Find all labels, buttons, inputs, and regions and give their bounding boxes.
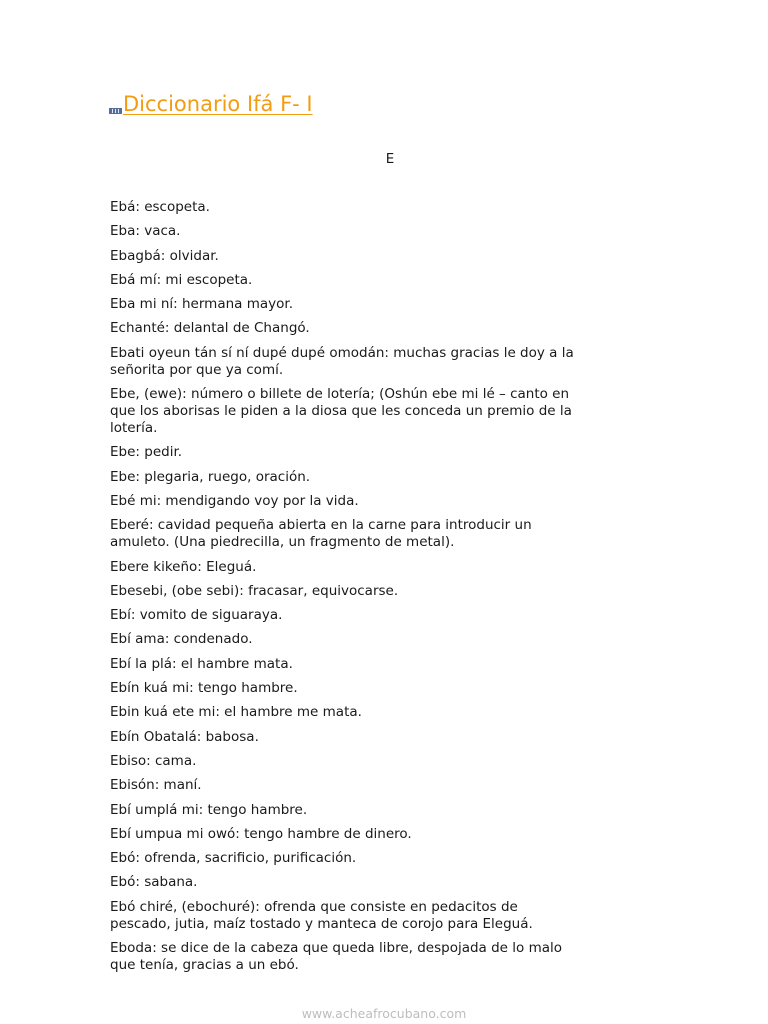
- dictionary-entry: Ebere kikeño: Eleguá.: [110, 558, 257, 575]
- dictionary-entry: Ebe: plegaria, ruego, oración.: [110, 468, 311, 485]
- dictionary-entry: Ebó chiré, (ebochuré): ofrenda que consiste en pedacitos de pescado, jutia, maíz tostado y manteca de corojo para Eleguá.: [110, 898, 533, 932]
- section-letter-heading: E: [385, 151, 395, 167]
- dictionary-entry: Ebe, (ewe): número o billete de lotería; (Oshún ebe mi lé – canto en que los aborisas le piden a la diosa que les conceda un premio de la lotería.: [110, 386, 572, 437]
- dictionary-entry: Ebí umpua mi owó: tengo hambre de dinero.: [110, 825, 412, 842]
- dictionary-entry-list: [110, 199, 580, 981]
- dictionary-entry: Eba: vaca.: [110, 223, 181, 240]
- dictionary-entry: Echanté: delantal de Changó.: [110, 320, 310, 337]
- dictionary-entry: Ebagbá: olvidar.: [110, 247, 219, 264]
- dictionary-entry: Ebá: escopeta.: [110, 199, 210, 215]
- dictionary-entry: Eboda: se dice de la cabeza que queda libre, despojada de lo malo que tenía, gracias a un ebó.: [110, 940, 563, 974]
- document-title-link[interactable]: Diccionario Ifá F- I: [123, 92, 313, 116]
- dictionary-entry: Eberé: cavidad pequeña abierta en la carne para introducir un amuleto. (Una piedrecilla, un fragmento de metal).: [110, 517, 532, 551]
- dictionary-entry: Ebí la plá: el hambre mata.: [110, 655, 293, 672]
- dictionary-entry: Ebesebi, (obe sebi): fracasar, equivocarse.: [110, 582, 399, 599]
- dictionary-entry: Ebó: ofrenda, sacrificio, purificación.: [110, 850, 357, 867]
- dictionary-entry: Ebin kuá ete mi: el hambre me mata.: [110, 704, 362, 721]
- dictionary-entry: Ebí: vomito de siguaraya.: [110, 607, 283, 624]
- dictionary-entry: Eba mi ní: hermana mayor.: [110, 296, 293, 313]
- footer-url[interactable]: www.acheafrocubano.com: [301, 1006, 467, 1021]
- dictionary-entry: Ebisón: maní.: [110, 777, 202, 794]
- title-block: [109, 90, 313, 118]
- dictionary-entry: Ebín Obatalá: babosa.: [110, 728, 259, 745]
- dictionary-entry: Ebí umplá mi: tengo hambre.: [110, 801, 308, 818]
- dictionary-entry: Ebín kuá mi: tengo hambre.: [110, 680, 298, 697]
- dictionary-entry: Ebiso: cama.: [110, 752, 197, 769]
- dictionary-entry: Ebó: sabana.: [110, 874, 198, 891]
- dictionary-entry: Ebe: pedir.: [110, 444, 183, 461]
- dictionary-entry: Ebé mi: mendigando voy por la vida.: [110, 492, 359, 509]
- dictionary-entry: Ebati oyeun tán sí ní dupé dupé omodán: muchas gracias le doy a la señorita por que ya comí.: [110, 344, 574, 378]
- anchor-marker-icon: [109, 108, 122, 114]
- dictionary-entry: Ebá mí: mi escopeta.: [110, 271, 253, 288]
- dictionary-entry: Ebí ama: condenado.: [110, 631, 253, 648]
